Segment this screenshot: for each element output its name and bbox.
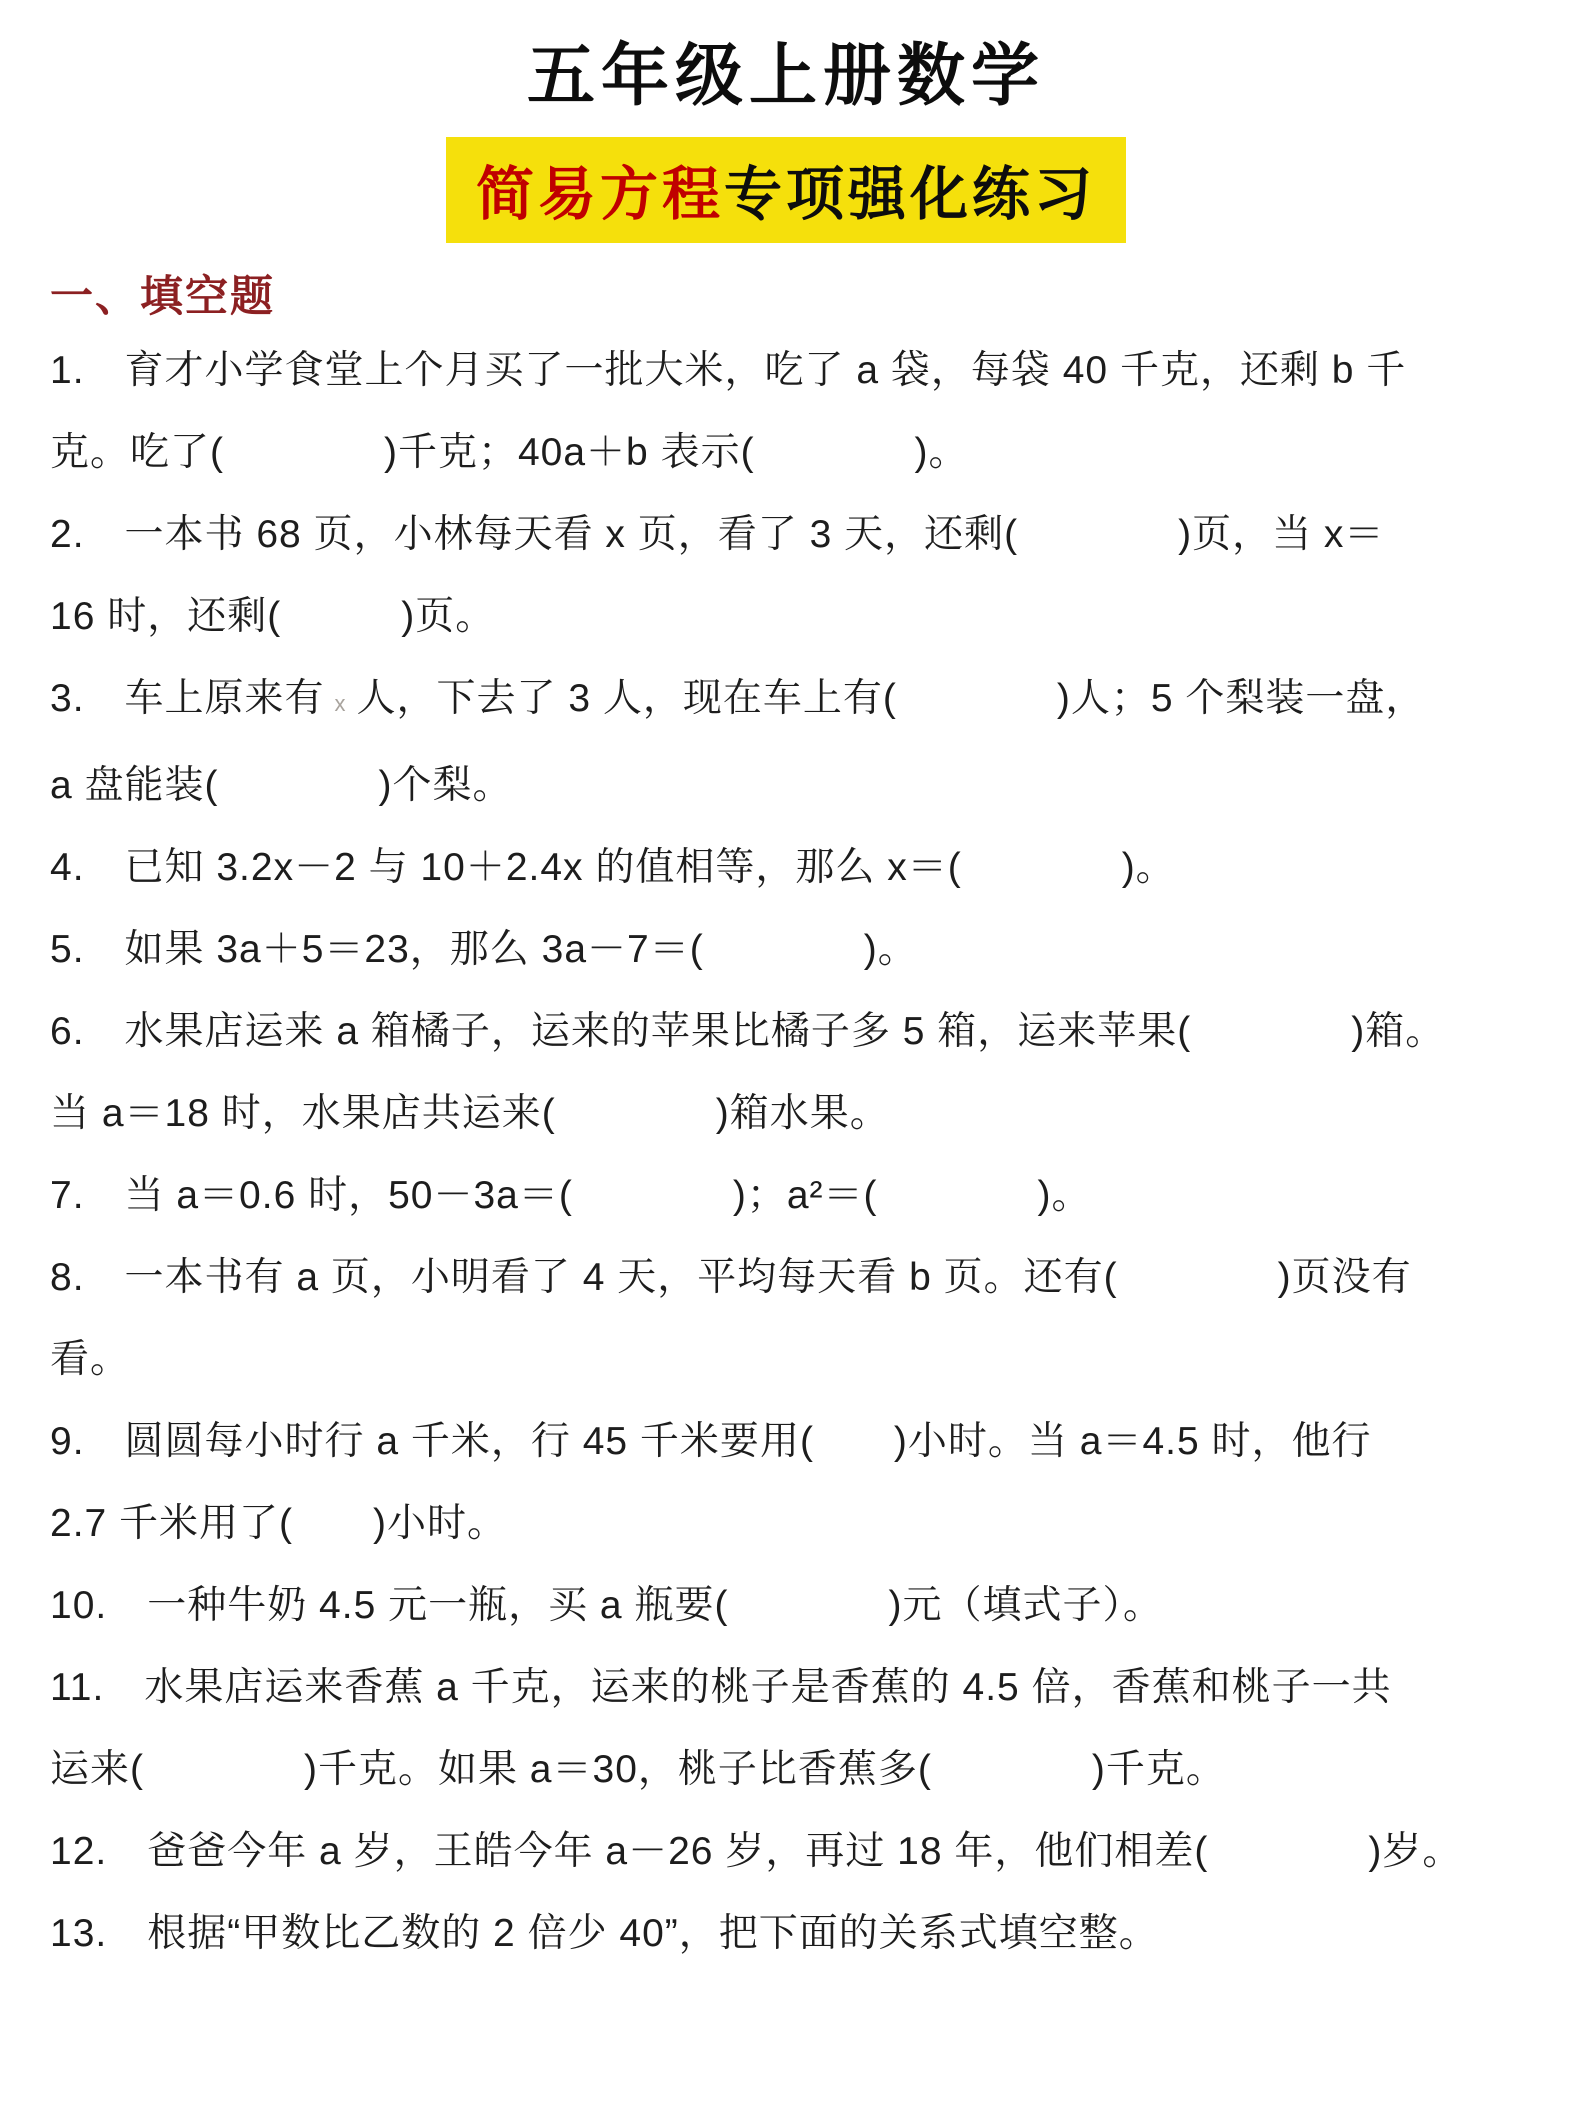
question-12-line-1: 12. 爸爸今年 a 岁，王皓今年 a－26 岁，再过 18 年，他们相差( )岁。 (50, 1830, 1463, 1873)
question-2-line-2: 16 时，还剩( )页。 (50, 595, 496, 638)
question-1-line-2: 克。吃了( )千克；40a＋b 表示( )。 (50, 431, 969, 474)
question-9-line-2: 2.7 千米用了( )小时。 (50, 1502, 508, 1545)
question-3-line-2: a 盘能装( )个梨。 (50, 764, 513, 807)
question-9-line-1: 9. 圆圆每小时行 a 千米，行 45 千米要用( )小时。当 a＝4.5 时，他行 (50, 1420, 1372, 1463)
section-heading: 一、填空题 (50, 273, 275, 321)
question-1-line-1: 1. 育才小学食堂上个月买了一批大米，吃了 a 袋，每袋 40 千克，还剩 b 千 (50, 349, 1407, 392)
page-title: 五年级上册数学 (526, 38, 1045, 114)
subtitle-rest-text: 专项强化练习 (724, 162, 1097, 227)
question-11-line-1: 11. 水果店运来香蕉 a 千克，运来的桃子是香蕉的 4.5 倍，香蕉和桃子一共 (50, 1666, 1392, 1709)
question-11-line-2: 运来( )千克。如果 a＝30，桃子比香蕉多( )千克。 (50, 1748, 1226, 1791)
subtitle-highlight-text: 简易方程 (475, 162, 724, 227)
question-3-text-post: 人，下去了 3 人，现在车上有( )人；5 个梨装一盘， (356, 677, 1426, 720)
question-8-line-1: 8. 一本书有 a 页，小明看了 4 天，平均每天看 b 页。还有( )页没有 (50, 1256, 1412, 1299)
question-4-line-1: 4. 已知 3.2x－2 与 10＋2.4x 的值相等，那么 x＝( )。 (50, 846, 1176, 889)
subtitle-banner (50, 137, 1522, 243)
question-6-line-2: 当 a＝18 时，水果店共运来( )箱水果。 (50, 1092, 890, 1135)
question-7-line-1: 7. 当 a＝0.6 时，50－3a＝( )；a²＝( )。 (50, 1174, 1092, 1217)
question-13-line-1: 13. 根据“甲数比乙数的 2 倍少 40”，把下面的关系式填空整。 (50, 1912, 1159, 1955)
questions-list (50, 330, 1522, 1975)
subtitle-highlight-box (446, 137, 1126, 243)
question-3-line-1 (50, 658, 1522, 745)
question-6-line-1: 6. 水果店运来 a 箱橘子，运来的苹果比橘子多 5 箱，运来苹果( )箱。 (50, 1010, 1446, 1053)
question-2-line-1: 2. 一本书 68 页，小林每天看 x 页，看了 3 天，还剩( )页，当 x＝ (50, 513, 1385, 556)
question-3-text-pre: 3. 车上原来有 (50, 677, 325, 720)
question-5-line-1: 5. 如果 3a＋5＝23，那么 3a－7＝( )。 (50, 928, 918, 971)
question-10-line-1: 10. 一种牛奶 4.5 元一瓶，买 a 瓶要( )元（填式子）。 (50, 1584, 1163, 1627)
question-8-line-2: 看。 (50, 1338, 131, 1381)
faint-variable-x: x (334, 691, 347, 716)
